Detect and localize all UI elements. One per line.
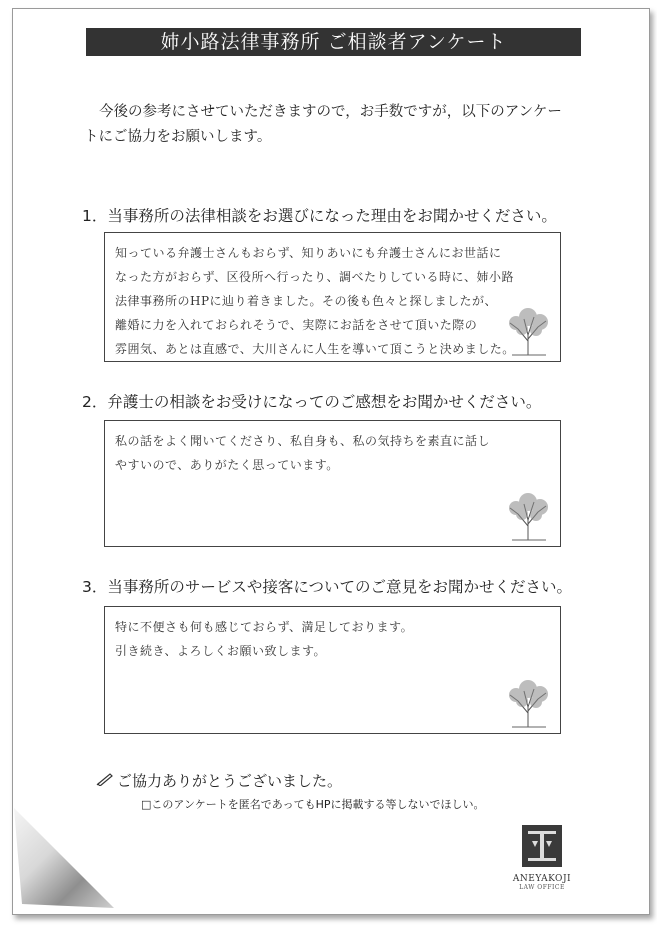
answer-1-line: 法律事務所のHPに辿り着きました。その後も色々と探しましたが、 <box>115 294 498 308</box>
answer-1-line: 雰囲気、あとは直感で、大川さんに人生を導いて頂こうと決めました。 <box>115 342 515 356</box>
survey-title: 姉小路法律事務所 ご相談者アンケート <box>86 28 581 56</box>
question-2-label: 2．弁護士の相談をお受けになってのご感想をお聞かせください。 <box>82 393 542 411</box>
intro-text <box>84 100 604 150</box>
intro-line-1: 今後の参考にさせていただきますので，お手数ですが，以下のアンケー <box>99 104 562 120</box>
thanks-message <box>96 770 342 791</box>
answer-3-line: 特に不便さも何も感じておらず、満足しております。 <box>115 620 414 634</box>
answer-2-text <box>115 429 552 477</box>
answer-1-text <box>115 241 552 361</box>
firm-logo <box>510 825 574 891</box>
question-1-label: 1．当事務所の法律相談をお選びになった理由をお聞かせください。 <box>82 207 557 225</box>
answer-box-1 <box>104 232 561 362</box>
answer-box-3 <box>104 606 561 734</box>
answer-1-line: なった方がおらず、区役所へ行ったり、調べたりしている時に、姉小路 <box>115 270 515 284</box>
tree-icon <box>502 490 554 542</box>
tree-icon <box>502 305 554 357</box>
thanks-text: ご協力ありがとうございました。 <box>117 772 343 790</box>
tree-icon <box>502 677 554 729</box>
answer-3-line: 引き続き、よろしくお願い致します。 <box>115 644 327 658</box>
pen-icon <box>96 772 114 786</box>
answer-1-line: 離婚に力を入れておられそうで、実際にお話をさせて頂いた際の <box>115 318 478 332</box>
question-3-label: 3．当事務所のサービスや接客についてのご意見をお聞かせください。 <box>82 578 573 596</box>
answer-1-line: 知っている弁護士さんもおらず、知りあいにも弁護士さんにお世話に <box>115 246 502 260</box>
answer-box-2 <box>104 420 561 547</box>
firm-logo-name: ANEYAKOJI <box>512 874 572 884</box>
firm-logo-sub: LAW OFFICE <box>519 884 565 891</box>
intro-line-2: トにご協力をお願いします。 <box>84 129 272 145</box>
firm-logo-mark <box>522 825 562 867</box>
answer-3-text <box>115 615 552 663</box>
answer-2-line: 私の話をよく聞いてくださり、私自身も、私の気持ちを素直に話し <box>115 434 491 448</box>
anonymity-note: □このアンケートを匿名であってもHPに掲載する等しないでほしい。 <box>141 798 485 811</box>
answer-2-line: やすいので、ありがたく思っています。 <box>115 458 339 472</box>
